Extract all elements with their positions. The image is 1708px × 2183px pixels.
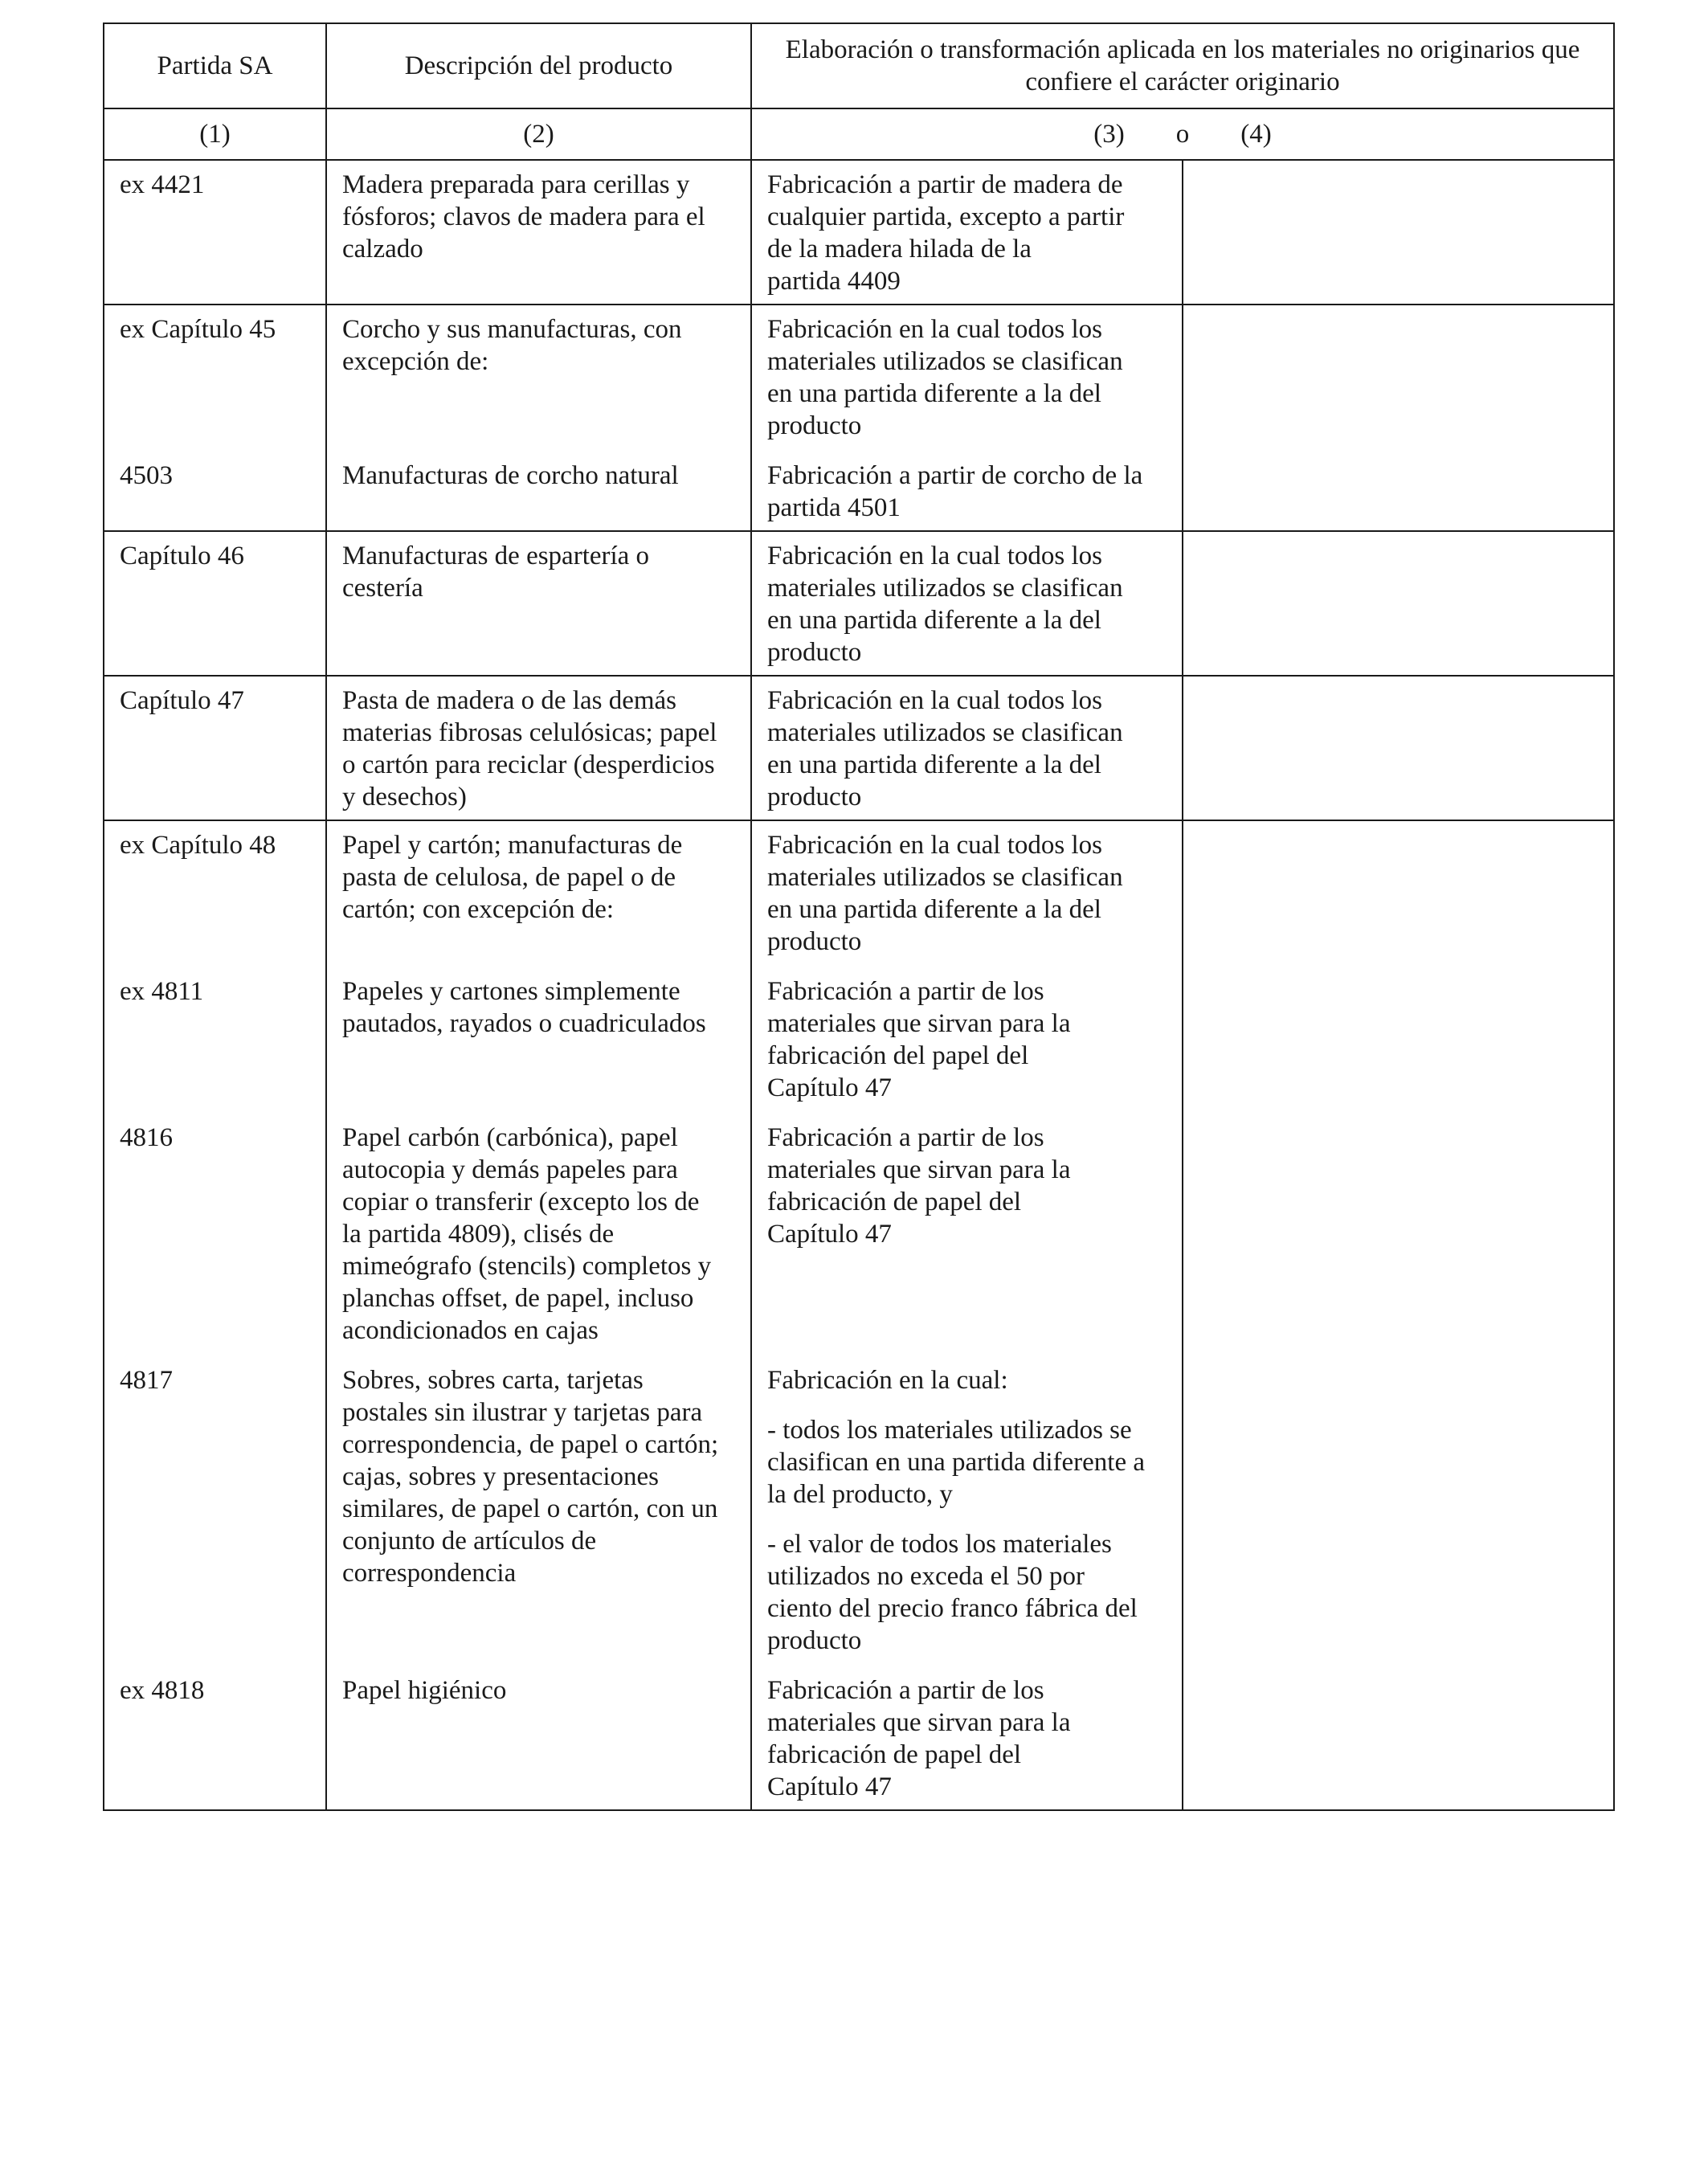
rule-line: materiales que sirvan para la [767, 1708, 1071, 1737]
cell-descripcion [326, 676, 751, 820]
rule-line: materiales que sirvan para la [767, 1009, 1071, 1038]
column-number-2: (2) [326, 108, 751, 160]
column-number-4: (4) [1240, 120, 1272, 149]
rule-line: cualquier partida, excepto a partir [767, 202, 1125, 231]
rule-line: partida 4409 [767, 267, 901, 296]
description-line: calzado [342, 235, 423, 264]
rule-line: en una partida diferente a la del [767, 379, 1101, 408]
description-line: Manufacturas de espartería o [342, 542, 650, 570]
hs-code: 4503 [120, 461, 173, 490]
description-line: copiar o transferir (excepto los de [342, 1188, 700, 1216]
rule-intro: Fabricación en la cual: [767, 1366, 1008, 1395]
description-line [342, 1040, 736, 1072]
rules-of-origin-table [103, 22, 1615, 1811]
rule-condition-line: producto [767, 1626, 862, 1655]
rule-line: Fabricación en la cual todos los [767, 315, 1102, 344]
hs-code: ex Capítulo 45 [120, 315, 276, 344]
cell-descripcion [326, 820, 751, 1810]
cell-elaboracion [751, 160, 1183, 305]
description-line: excepción de: [342, 347, 489, 376]
description-line: Papel higiénico [342, 1676, 507, 1705]
cell-descripcion [326, 305, 751, 531]
cell-column-4 [1183, 305, 1614, 531]
rule-line: producto [767, 411, 862, 440]
rule-line: materiales utilizados se clasifican [767, 718, 1123, 747]
table-header-row [104, 23, 1614, 108]
cell-column-4 [1183, 531, 1614, 676]
hs-code: ex 4421 [120, 170, 205, 199]
description-line: cajas, sobres y presentaciones [342, 1462, 660, 1491]
header-elaboracion: Elaboración o transformación aplicada en los materiales no originarios que confiere el carácter originario [751, 23, 1614, 108]
description-line: correspondencia, de papel o cartón; [342, 1430, 719, 1459]
cell-elaboracion [751, 820, 1183, 1810]
description-line: Papel carbón (carbónica), papel [342, 1123, 678, 1152]
rule-line [767, 1282, 1167, 1314]
description-line: Corcho y sus manufacturas, con [342, 315, 682, 344]
rule-line [767, 1314, 1167, 1347]
description-line: o cartón para reciclar (desperdicios [342, 750, 715, 779]
table-row [104, 531, 1614, 676]
header-descripcion: Descripción del producto [326, 23, 751, 108]
rule-condition-line: ciento del precio franco fábrica del [767, 1594, 1138, 1623]
rule-line: fabricación de papel del [767, 1188, 1022, 1216]
rule-line: materiales utilizados se clasifican [767, 574, 1123, 603]
description-line: conjunto de artículos de [342, 1527, 597, 1555]
description-line: planchas offset, de papel, incluso [342, 1284, 694, 1313]
cell-partida [104, 531, 326, 676]
hs-code: Capítulo 47 [120, 686, 244, 715]
rule-line: en una partida diferente a la del [767, 895, 1101, 924]
description-line: Manufacturas de corcho natural [342, 461, 679, 490]
cell-elaboracion [751, 531, 1183, 676]
description-line [342, 926, 736, 958]
table-row [104, 820, 1614, 1810]
description-line: Sobres, sobres carta, tarjetas [342, 1366, 644, 1395]
cell-partida [104, 305, 326, 531]
rule-line: Capítulo 47 [767, 1772, 892, 1801]
rule-condition-line: clasifican en una partida diferente a [767, 1448, 1145, 1477]
rule-condition-line: - el valor de todos los materiales [767, 1530, 1112, 1559]
description-line: pautados, rayados o cuadriculados [342, 1009, 706, 1038]
rule-line: Fabricación a partir de los [767, 1123, 1044, 1152]
column-number-3: (3) [1093, 120, 1125, 149]
rule-condition-line: la del producto, y [767, 1480, 953, 1509]
rule-condition-line: utilizados no exceda el 50 por [767, 1562, 1085, 1591]
description-line: y desechos) [342, 783, 467, 811]
header-partida-sa: Partida SA [104, 23, 326, 108]
description-line: cestería [342, 574, 423, 603]
cell-elaboracion [751, 305, 1183, 531]
rule-line: Fabricación a partir de los [767, 1676, 1044, 1705]
rule-line: producto [767, 927, 862, 956]
cell-descripcion [326, 531, 751, 676]
rule-line: producto [767, 783, 862, 811]
rule-line: Fabricación en la cual todos los [767, 542, 1102, 570]
description-line: Madera preparada para cerillas y [342, 170, 690, 199]
rule-line: de la madera hilada de la [767, 235, 1032, 264]
rule-line: Fabricación en la cual todos los [767, 686, 1102, 715]
description-line [342, 1072, 736, 1104]
column-number-3-4 [751, 108, 1614, 160]
hs-code: 4817 [120, 1366, 173, 1395]
rule-line: Fabricación en la cual todos los [767, 831, 1102, 860]
description-line: mimeógrafo (stencils) completos y [342, 1252, 712, 1281]
rule-line: materiales utilizados se clasifican [767, 347, 1123, 376]
rule-line [767, 1250, 1167, 1282]
description-line: autocopia y demás papeles para [342, 1155, 678, 1184]
rule-line: en una partida diferente a la del [767, 750, 1101, 779]
description-line: cartón; con excepción de: [342, 895, 615, 924]
column-number-separator: o [1175, 120, 1190, 149]
table-row [104, 160, 1614, 305]
rule-line: Fabricación a partir de corcho de la [767, 461, 1143, 490]
description-line: Papel y cartón; manufacturas de [342, 831, 683, 860]
column-number-1: (1) [104, 108, 326, 160]
description-line: correspondencia [342, 1559, 517, 1588]
description-line: similares, de papel o cartón, con un [342, 1494, 718, 1523]
rule-line: en una partida diferente a la del [767, 606, 1101, 635]
hs-code: ex 4818 [120, 1676, 205, 1705]
description-line: pasta de celulosa, de papel o de [342, 863, 676, 892]
description-line: la partida 4809), clisés de [342, 1220, 615, 1249]
rule-line: Capítulo 47 [767, 1220, 892, 1249]
rule-line: materiales utilizados se clasifican [767, 863, 1123, 892]
rule-condition [767, 1414, 1167, 1511]
cell-column-4 [1183, 820, 1614, 1810]
rule-line: Fabricación a partir de madera de [767, 170, 1123, 199]
description-line: postales sin ilustrar y tarjetas para [342, 1398, 703, 1427]
hs-code: Capítulo 46 [120, 542, 244, 570]
table-row [104, 305, 1614, 531]
cell-column-4 [1183, 160, 1614, 305]
cell-column-4 [1183, 676, 1614, 820]
rule-condition-line: - todos los materiales utilizados se [767, 1416, 1132, 1445]
rule-line: Capítulo 47 [767, 1073, 892, 1102]
rule-line: fabricación del papel del [767, 1041, 1029, 1070]
hs-code: ex Capítulo 48 [120, 831, 276, 860]
rule-line: Fabricación a partir de los [767, 977, 1044, 1006]
description-line: materias fibrosas celulósicas; papel [342, 718, 717, 747]
rule-line: producto [767, 638, 862, 667]
column-number-row [104, 108, 1614, 160]
hs-code: 4816 [120, 1123, 173, 1152]
rule-line: fabricación de papel del [767, 1740, 1022, 1769]
hs-code: ex 4811 [120, 977, 204, 1006]
rule-line: partida 4501 [767, 493, 901, 522]
rule-line: materiales que sirvan para la [767, 1155, 1071, 1184]
cell-elaboracion [751, 676, 1183, 820]
description-line: Papeles y cartones simplemente [342, 977, 680, 1006]
cell-partida [104, 160, 326, 305]
rule-condition [767, 1528, 1167, 1657]
cell-partida [104, 676, 326, 820]
cell-partida [104, 820, 326, 1810]
description-line: Pasta de madera o de las demás [342, 686, 677, 715]
cell-descripcion [326, 160, 751, 305]
description-line: fósforos; clavos de madera para el [342, 202, 705, 231]
table-row [104, 676, 1614, 820]
description-line: acondicionados en cajas [342, 1316, 599, 1345]
